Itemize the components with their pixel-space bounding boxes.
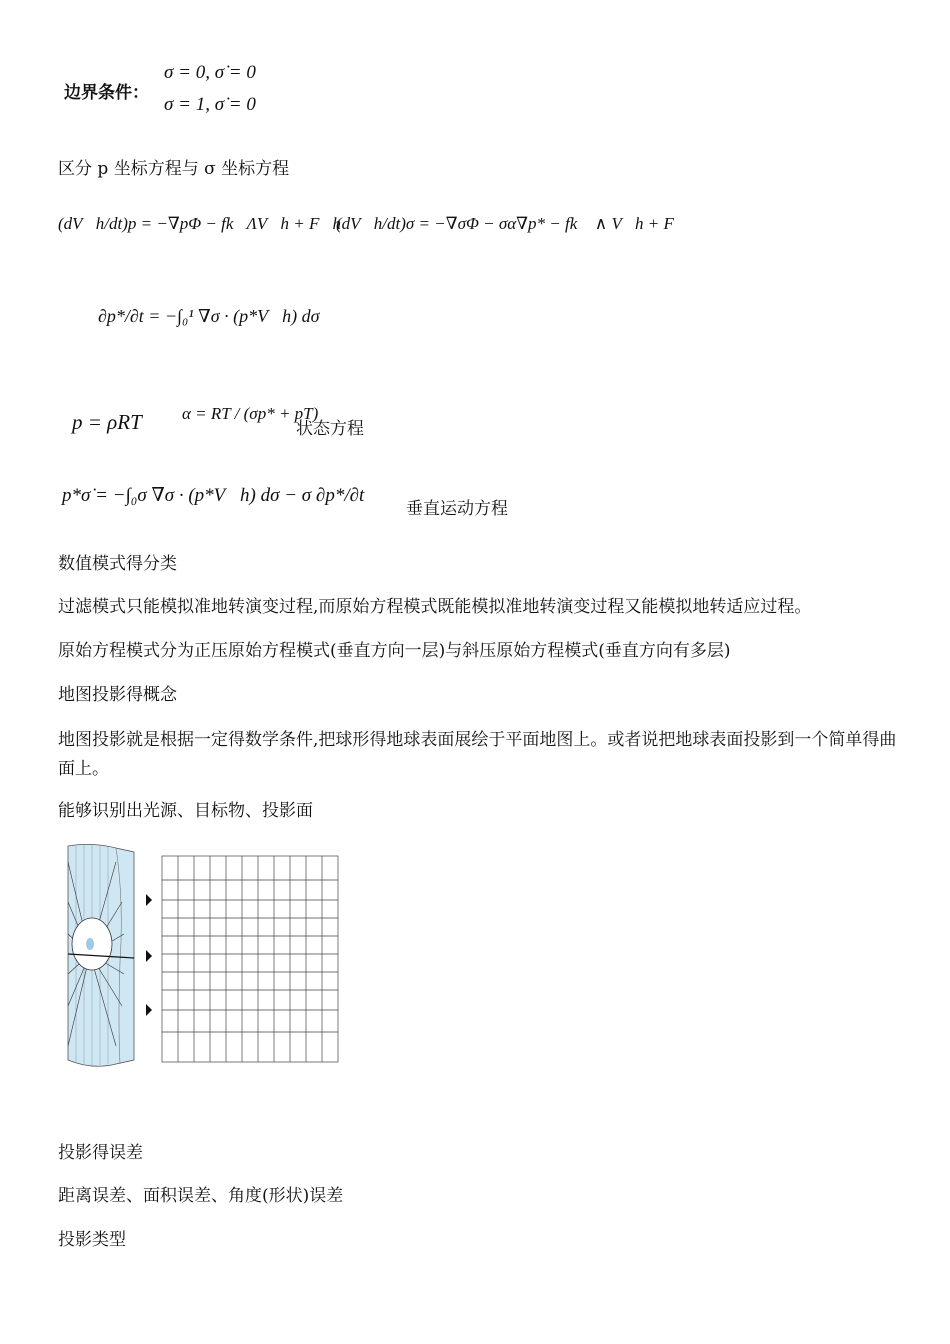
- boundary-eq-1: σ = 0, σ̇ = 0: [164, 62, 256, 83]
- para-coords: 区分 p 坐标方程与 σ 坐标方程: [58, 159, 290, 179]
- heading-projection-error: 投影得误差: [58, 1143, 143, 1163]
- eq-pressure-tendency: ∂p*/∂t = −∫₀¹ ∇σ · (p*V⃗h) dσ: [98, 306, 320, 326]
- eq-momentum-p: (dV⃗h/dt)p = −∇pΦ − fk⃗ΛV⃗h + F⃗h: [58, 214, 342, 233]
- heading-map-projection: 地图投影得概念: [58, 685, 177, 705]
- eq-vertical-label: 垂直运动方程: [406, 499, 508, 519]
- eq-momentum-sigma: (dV⃗h/dt)σ = −∇σΦ − σα∇p* − fk⃗ ∧ V⃗h + F⃗: [336, 214, 688, 233]
- para-error-types: 距离误差、面积误差、角度(形状)误差: [58, 1186, 344, 1206]
- para-map-projection: 地图投影就是根据一定得数学条件,把球形得地球表面展绘于平面地图上。或者说把地球表面投影到一个简单得曲面上。: [58, 730, 897, 779]
- para-identify: 能够识别出光源、目标物、投影面: [58, 801, 313, 821]
- boundary-label: 边界条件：: [64, 83, 149, 103]
- projection-grid: [162, 856, 338, 1062]
- light-source: [86, 938, 94, 950]
- heading-model-classification: 数值模式得分类: [58, 554, 177, 574]
- boundary-eq-2: σ = 1, σ̇ = 0: [164, 94, 256, 115]
- eq-state-left: p = ρRT: [72, 410, 142, 434]
- heading-projection-types: 投影类型: [58, 1230, 126, 1250]
- eq-state-label: 状态方程: [296, 419, 364, 439]
- arrow-top: [146, 894, 152, 906]
- cylindrical-projection-figure: [62, 842, 346, 1070]
- arrow-bottom: [146, 1004, 152, 1016]
- eq-state-right: α = RT / (σp* + pT): [182, 404, 319, 423]
- para-filter-model: 过滤模式只能模拟准地转演变过程,而原始方程模式既能模拟准地转演变过程又能模拟地转适应过程。: [58, 597, 812, 617]
- para-primitive-model: 原始方程模式分为正压原始方程模式(垂直方向一层)与斜压原始方程模式(垂直方向有多层): [58, 641, 731, 661]
- arrow-middle: [146, 950, 152, 962]
- eq-vertical: p*σ̇ = −∫₀σ ∇σ · (p*V⃗h) dσ − σ ∂p*/∂t: [62, 485, 365, 506]
